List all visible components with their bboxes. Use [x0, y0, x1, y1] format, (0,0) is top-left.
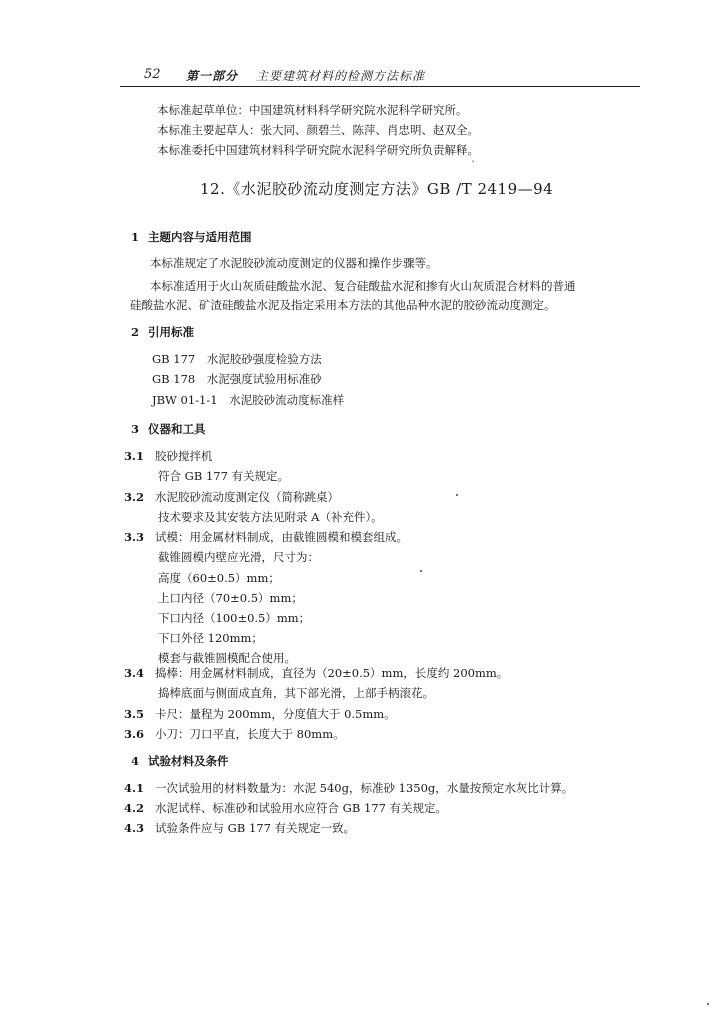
section-1-number: 1 [131, 230, 140, 244]
stray-mark: ′ [472, 160, 475, 171]
drafters: 本标准主要起草人：张大同、颜碧兰、陈萍、肖忠明、赵双全。 [157, 123, 479, 137]
item-3-2-title: 水泥胶砂流动度测定仪（简称跳桌） [155, 490, 339, 504]
item-3-3-line: 上口内径（70±0.5）mm； [158, 591, 303, 605]
item-3-2-text: 技术要求及其安装方法见附录 A（补充件）。 [158, 510, 383, 524]
item-3-3-line: 下口外径 120mm； [158, 631, 263, 645]
item-3-5-number: 3.5 [124, 707, 145, 721]
section-1-heading: 主题内容与适用范围 [148, 230, 252, 244]
item-3-4-title: 捣棒：用金属材料制成，直径为（20±0.5）mm，长度约 200mm。 [155, 666, 509, 680]
item-3-1-number: 3.1 [124, 449, 145, 463]
section-3-number: 3 [131, 422, 140, 436]
item-3-3-line: 模套与截锥圆模配合使用。 [158, 651, 296, 665]
item-4-3-text: 试验条件应与 GB 177 有关规定一致。 [155, 821, 356, 835]
scan-speck [420, 570, 422, 572]
item-3-6-number: 3.6 [124, 727, 145, 741]
section-1-para-2a: 本标准适用于火山灰质硅酸盐水泥、复合硅酸盐水泥和掺有火山灰质混合材料的普通 [150, 279, 576, 293]
item-4-2-number: 4.2 [124, 801, 145, 815]
item-3-2-number: 3.2 [124, 490, 145, 504]
section-2-number: 2 [131, 325, 140, 339]
standard-title: 12.《水泥胶砂流动度测定方法》GB /T 2419—94 [200, 180, 554, 198]
page-number: 52 [144, 67, 161, 82]
section-1-para-1: 本标准规定了水泥胶砂流动度测定的仪器和操作步骤等。 [150, 256, 438, 270]
header-title: 主要建筑材料的检测方法标准 [256, 69, 426, 83]
item-3-3-title: 试模：用金属材料制成，由截锥圆模和模套组成。 [155, 530, 408, 544]
item-3-4-text: 捣棒底面与侧面成直角，其下部光滑，上部手柄滚花。 [158, 686, 434, 700]
reference-item: GB 178 水泥强度试验用标准砂 [152, 372, 322, 386]
section-1-para-2b: 硅酸盐水泥、矿渣硅酸盐水泥及指定采用本方法的其他品种水泥的胶砂流动度测定。 [130, 298, 556, 312]
section-4-heading: 试验材料及条件 [148, 754, 229, 768]
drafting-unit: 本标准起草单位：中国建筑材料科学研究院水泥科学研究所。 [157, 103, 468, 117]
reference-item: JBW 01-1-1 水泥胶砂流动度标准样 [152, 393, 345, 407]
section-3-heading: 仪器和工具 [148, 422, 206, 436]
interpretation: 本标准委托中国建筑材料科学研究院水泥科学研究所负责解释。 [157, 143, 479, 157]
scan-speck [456, 494, 458, 496]
item-3-3-line: 截锥圆模内壁应光滑，尺寸为： [158, 550, 319, 564]
reference-item: GB 177 水泥胶砂强度检验方法 [152, 352, 322, 366]
item-3-3-number: 3.3 [124, 530, 145, 544]
item-3-3-line: 下口内径（100±0.5）mm； [158, 611, 311, 625]
scan-speck [707, 1003, 709, 1005]
item-4-3-number: 4.3 [124, 821, 145, 835]
item-3-6-title: 小刀：刀口平直，长度大于 80mm。 [155, 727, 345, 741]
header-part: 第一部分 [186, 69, 239, 83]
item-4-1-text: 一次试验用的材料数量为：水泥 540g，标准砂 1350g，水量按预定水灰比计算。 [155, 781, 574, 795]
item-3-4-number: 3.4 [124, 666, 145, 680]
section-2-heading: 引用标准 [148, 325, 194, 339]
item-4-1-number: 4.1 [124, 781, 145, 795]
item-4-2-text: 水泥试样、标准砂和试验用水应符合 GB 177 有关规定。 [155, 801, 448, 815]
item-3-1-text: 符合 GB 177 有关规定。 [158, 469, 290, 483]
section-4-number: 4 [131, 754, 140, 768]
item-3-3-line: 高度（60±0.5）mm； [158, 571, 280, 585]
item-3-5-title: 卡尺：量程为 200mm，分度值大于 0.5mm。 [155, 707, 396, 721]
item-3-1-title: 胶砂搅拌机 [155, 449, 213, 463]
running-header [120, 64, 640, 87]
